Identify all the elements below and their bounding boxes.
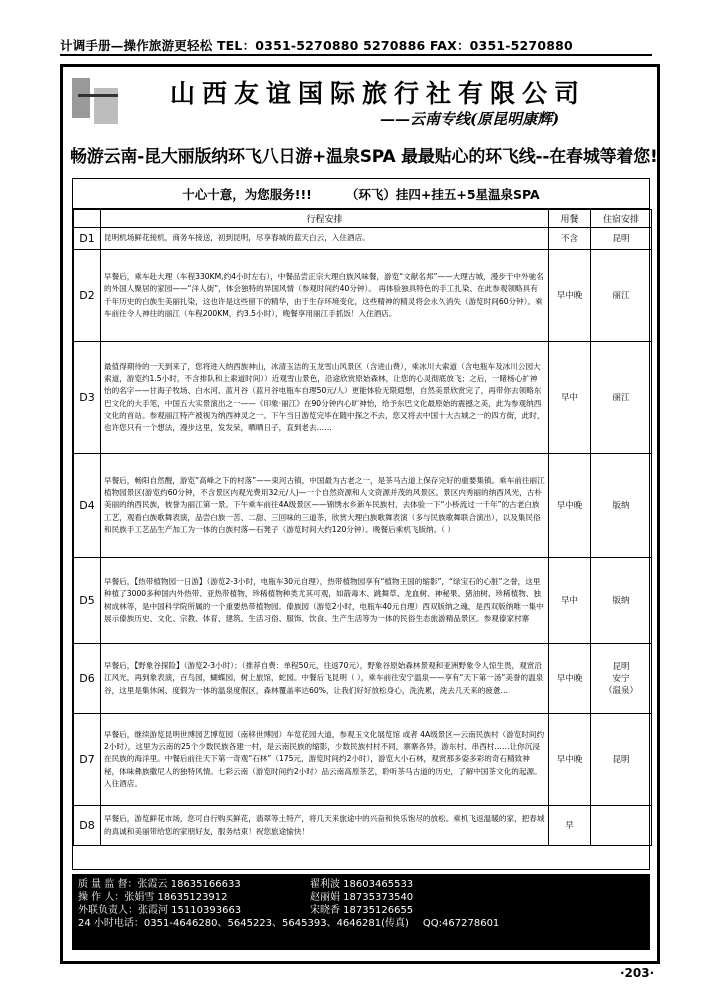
day-hotel: 昆明 <box>591 714 652 806</box>
contact-row <box>78 917 644 930</box>
col-meals: 用餐 <box>549 210 591 228</box>
table-row <box>74 342 652 454</box>
day-desc: 早餐后，【热带植物园一日游】（游览2-3小时，电瓶车30元自理），热带植物园享有“植物王国的缩影”，“绿宝石的心脏”之誉，这里种植了3000多种国内外热带、亚热带植物，珍稀植物种类尤其可观，如箭毒木、跳舞草、龙血树、神秘果、猪油树、珍稀植物、独树成林等，是中国科学院所属的一个重要热带植物园。傣族园（游览2小时，电瓶车40元自理）西双版纳之魂，是西双版纳唯一集中展示傣族历史、文化、宗教、体育、建筑、生活习俗、服饰、饮食、生产生活等为一体的民俗生态旅游精品景区。参观傣家村寨 <box>101 558 549 644</box>
day-meals: 早中 <box>549 558 591 644</box>
col-itinerary: 行程安排 <box>101 210 549 228</box>
service-slogan: 十心十意，为您服务!!! <box>182 186 312 202</box>
contact-box <box>72 874 650 950</box>
day-label: D5 <box>74 558 101 644</box>
company-logo <box>72 76 132 124</box>
table-row <box>74 714 652 806</box>
day-label: D1 <box>74 228 101 250</box>
contact-primary: 操 作 人：张娟雪 18635123912 <box>78 892 228 903</box>
contact-hotline: 24 小时电话：0351-4646280、5645223、5645393、4646281(传真) <box>78 918 409 929</box>
header-rule <box>60 54 652 56</box>
day-label: D2 <box>74 250 101 342</box>
day-desc: 昆明机场鲜花接机，商务车接送，初到昆明，尽享春城的蓝天白云，入住酒店。 <box>101 228 549 250</box>
contact-secondary: 宋晓香 18735126655 <box>310 905 414 916</box>
day-desc: 最值得期待的一天到来了，您将进入纳西族神山，冰清玉洁的玉龙雪山风景区（含进山费），乘冰川大索道（含电瓶车及冰川公园大索道，游览约1.5小时，不含排队和上索道时间））近观雪山景色，沿途欣赏原始森林，让您的心灵彻底放飞；之后，一睹杨心扩神怡的名字——甘海子牧场、白水河、蓝月谷（蓝月谷电瓶车自理50元/人）更能体验无限遐想，自然美景欣赏完了，再带你去领略东巴文化的大手笔，中国五大实景演出之一——《印象·丽江》在90分钟内心旷神怡，给予东巴文化最原始的震撼之美，此为参观纳西文化的首站。参观丽江特产被视为纳西神灵之一。下午当日游览完毕在随中探之不去，您又将去中国十大古城之一的四方街，此时，也许您只有一个想法，漫步这里，发发呆，晒晒日子，直到老去…… <box>101 342 549 454</box>
day-hotel: 丽江 <box>591 250 652 342</box>
day-meals: 早中晚 <box>549 454 591 558</box>
day-hotel: 昆明 安宁 （温泉） <box>591 644 652 714</box>
table-row <box>74 454 652 558</box>
day-label: D4 <box>74 454 101 558</box>
day-label: D3 <box>74 342 101 454</box>
table-row <box>74 806 652 846</box>
contact-row <box>78 904 644 917</box>
table-row <box>74 250 652 342</box>
page-number: ·203· <box>620 966 655 980</box>
day-desc: 早餐后，【野象谷探险】（游览2-3小时）；（推荐自费：单程50元，往返70元），野象谷原始森林景观和亚洲野象令人惊生畏，观赏沿江风光，再到象表演，百鸟园，蝴蝶园，树上旅馆，蛇园。中餐后飞昆明（ ），乘车前往安宁温泉——享有“天下第一汤”美誉的温泉谷，这里是集休闲、度假为一体的温泉度假区，森林覆盖率达60%，让我们好好放松身心，洗洗累，洗去几天来的疲惫… <box>101 644 549 714</box>
day-hotel <box>591 806 652 846</box>
contact-primary: 外联负责人：张霞河 15110393663 <box>78 905 242 916</box>
table-row <box>74 228 652 250</box>
tour-banner: 畅游云南-昆大丽版纳环飞八日游+温泉SPA 最最贴心的环飞线--在春城等着您! <box>70 147 658 167</box>
table-row <box>74 644 652 714</box>
contact-row <box>78 878 644 891</box>
contact-secondary: 赵丽娟 18735373540 <box>310 892 414 903</box>
contact-secondary: 翟利波 18603465533 <box>310 879 414 890</box>
day-hotel: 版纳 <box>591 454 652 558</box>
col-hotel: 住宿安排 <box>591 210 652 228</box>
contact-qq: QQ:467278601 <box>422 918 500 929</box>
day-desc: 早餐后，游览鲜花市场，您可自行购买鲜花，翡翠等土特产，将几天来旅途中的兴奋和快乐饱尽的放松。乘机飞返温暖的家，把春城的真诚和美丽带给您的家朋好友，服务结束！祝您旅途愉快！ <box>101 806 549 846</box>
day-label: D8 <box>74 806 101 846</box>
day-label: D7 <box>74 714 101 806</box>
day-desc: 早餐后，乘车赴大理（车程330KM,约4小时左右），中餐品尝正宗大理白族风味餐，游览“文献名邦”——大理古城，漫步于中外驰名的外国人聚居的家园——“洋人街”，体会独特的异国风情（参观时间约40分钟）。 再体验独具特色的手工扎染、在此参观领略具有千年历史的白族生美丽扎染，这也许是这些留下的精华，由于生存环境变化，这些精神的精灵将会永久消失（游览时间60分钟）。乘车前往令人神往的丽江（车程200KM，约3.5小时），晚餐享用丽江手抓饭！入住酒店。 <box>101 250 549 342</box>
contact-primary: 质 量 监 督：张霞云 18635166633 <box>78 879 241 890</box>
contact-row <box>78 891 644 904</box>
day-meals: 早中晚 <box>549 644 591 714</box>
day-meals: 早 <box>549 806 591 846</box>
day-meals: 不含 <box>549 228 591 250</box>
day-hotel: 版纳 <box>591 558 652 644</box>
day-hotel: 昆明 <box>591 228 652 250</box>
day-desc: 早餐后，继续游览昆明世博园艺博览园（南移世博园）车览花园大道，参观玉文化展览馆 或者 4A级景区—云南民族村（游览时间约2小时），这里为云南的25个少数民族各建一村，是云南民族的缩影，少数民族村村不同，寨寨各异，游东村、串西村……让你沉浸在民族的海洋里。中餐后前往天下第一奇观“石林”（175元，游览时间约2小时），游览大小石林，观赏那多姿多彩的奇石精致神秘，体味彝族撒尼人的独特风情。七彩云南（游览时间约2小时）品云南高原茶艺，聆听茶马古道的历史，了解中国茶文化的起源。入住酒店。 <box>101 714 549 806</box>
day-meals: 早中晚 <box>549 714 591 806</box>
day-meals: 早中晚 <box>549 250 591 342</box>
day-desc: 早餐后，畅阳自然醒，游览“高峰之下的村落”——束河古镇，中国最为古老之一，是茶马古道上保存完好的重要集镇。乘车前往丽江植物园景区(游览约60分钟，不含景区内观光费用32元/人)—一个自然资源和人文资源并茂的风景区。景区内秀丽的纳西风光，古朴美丽的纳西民族，彼誉为丽江第一景。下午乘车前往4A级景区——锦绣水乡新车民族村，去体验一下“小桥流过一千年”的古老白族工艺，观看白族歌舞表演，品尝白族一苦、二甜、三回味的三道茶，欣赏大理白族歌舞表演（多与民族歌舞联合演出），以及集民俗和民族手工艺品生产加工为一体的白族村落—石凳子（游览时间大约120分钟）。晚餐后乘机飞版纳。（ ） <box>101 454 549 558</box>
table-title-row <box>73 179 649 209</box>
day-label: D6 <box>74 644 101 714</box>
itinerary-table <box>72 178 650 870</box>
table-row <box>74 558 652 644</box>
package-title: （环飞）挂四+挂五+5星温泉SPA <box>345 186 540 202</box>
company-name: 山西友谊国际旅行社有限公司 <box>170 79 587 108</box>
header-contact-line: 计调手册—操作旅游更轻松 TEL：0351-5270880 5270886 FAX：0351-5270880 <box>60 38 573 53</box>
company-subtitle: ——云南专线(原昆明康辉) <box>380 110 560 128</box>
day-hotel: 丽江 <box>591 342 652 454</box>
col-day <box>74 210 101 228</box>
day-meals: 早中 <box>549 342 591 454</box>
